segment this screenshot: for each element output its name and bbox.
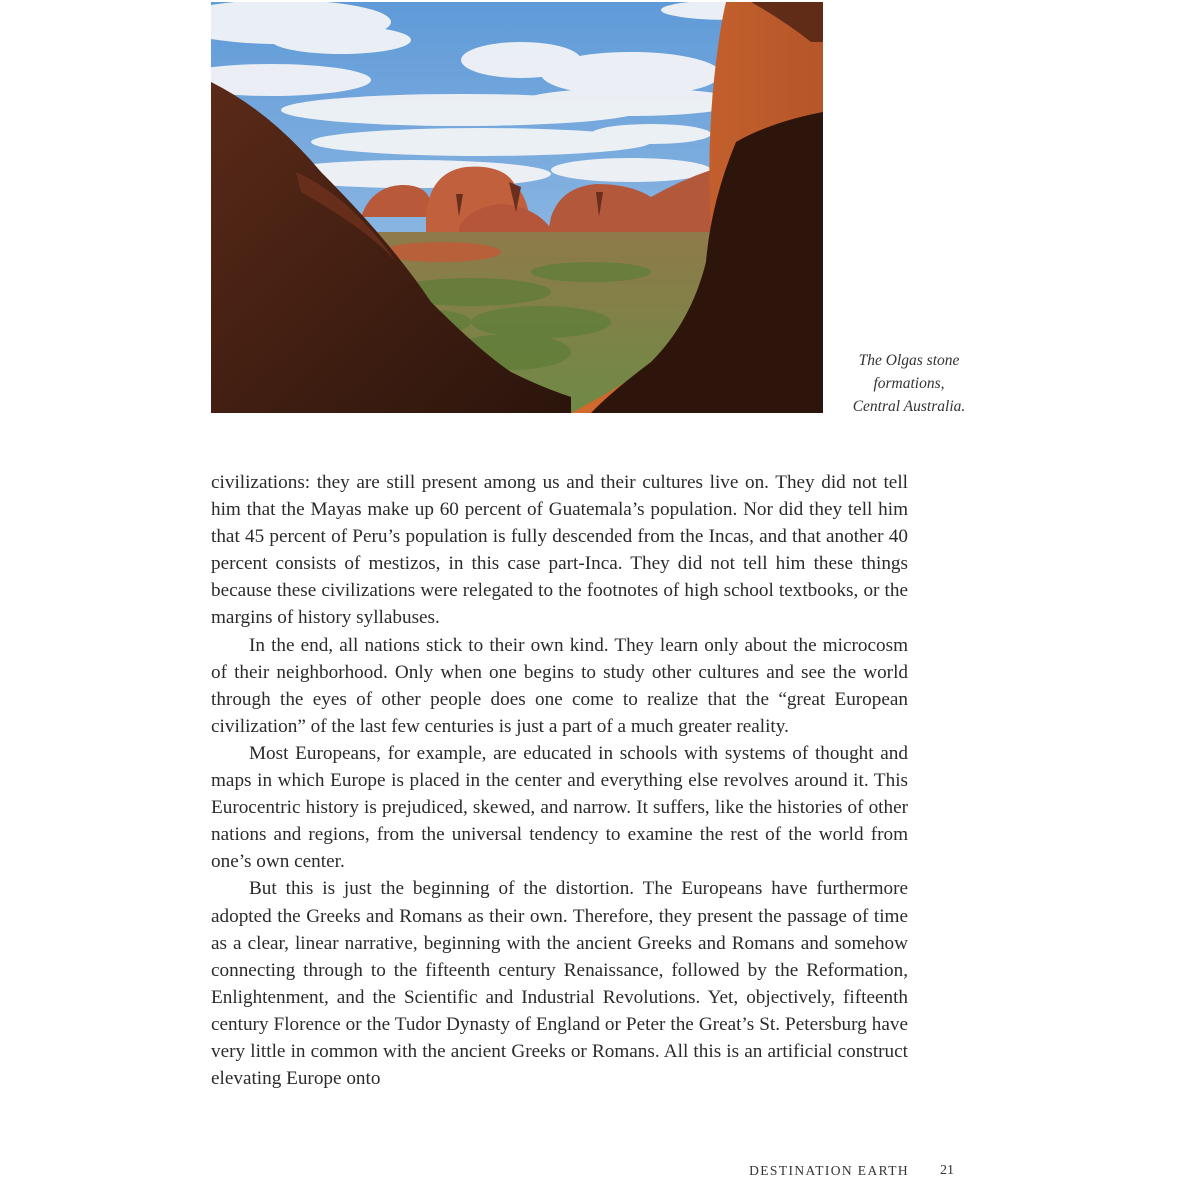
paragraph: civilizations: they are still present among us and their cultures live on. They did not tell him that the Mayas make up 60 percent of Guatemala’s population. Nor did they tell him that 45 percent of Peru’s population is fully descended from the Incas, and that another 40 percent consists of mestizos, in this case part-Inca. They did not tell him these things because these civilizations were relegated to the footnotes of high school textbooks, or the margins of history syllabuses. <box>211 472 908 629</box>
caption-line: Central Australia. <box>852 398 966 415</box>
paragraph: Most Europeans, for example, are educated in schools with systems of thought and maps in which Europe is placed in the center and everything else revolves around it. This Eurocentric history is prejudiced, skewed, and narrow. It suffers, like the histories of other nations and regions, from the universal tendency to examine the rest of the world from one’s own center. <box>211 742 908 873</box>
running-head: DESTINATION EARTH <box>749 1163 909 1178</box>
page-footer <box>700 1163 954 1183</box>
body-text <box>211 469 908 1092</box>
olgas-photo <box>211 2 823 413</box>
paragraph: In the end, all nations stick to their own kind. They learn only about the microcosm of their neighborhood. Only when one begins to study other cultures and see the world through the eyes of other people does one come to realize that the “great European civilization” of the last few centuries is just a part of a much greater reality. <box>211 634 908 737</box>
paragraph: But this is just the beginning of the distortion. The Europeans have furthermore adopted the Greeks and Romans as their own. Therefore, they present the passage of time as a clear, linear narrative, beginning with the ancient Greeks and Romans and somehow connecting through to the fifteenth century Renaissance, followed by the Reformation, Enlightenment, and the Scientific and Industrial Revolutions. Yet, objectively, fifteenth century Florence or the Tudor Dynasty of England or Peter the Great’s St. Petersburg have very little in common with the ancient Greeks or Romans. All this is an artificial construct elevating Europe onto <box>211 878 908 1090</box>
page-number: 21 <box>940 1163 954 1178</box>
caption-line: The Olgas stone <box>858 352 960 369</box>
caption-line: formations, <box>873 375 945 392</box>
landscape-image <box>211 2 823 413</box>
photo-caption <box>834 349 984 418</box>
